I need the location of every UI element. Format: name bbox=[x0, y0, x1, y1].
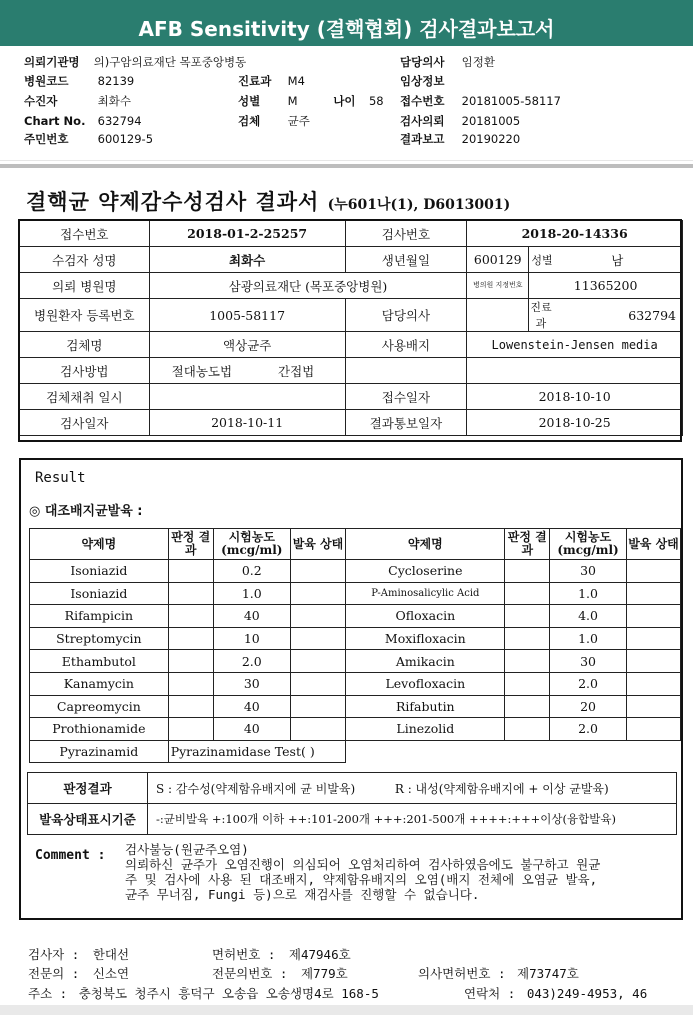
info-value bbox=[149, 358, 345, 384]
header-label: 나이 bbox=[333, 94, 356, 108]
right-growth bbox=[627, 695, 681, 718]
left-drug-name: Isoniazid bbox=[30, 560, 169, 583]
header-row bbox=[24, 113, 142, 130]
left-drug-name: Capreomycin bbox=[30, 695, 169, 718]
right-growth bbox=[627, 560, 681, 583]
growth-label: 발육상태표시기준 bbox=[28, 804, 148, 835]
address-label: 주소 : bbox=[28, 986, 68, 1001]
banner-title: AFB Sensitivity (결핵협회) 검사결과보고서 bbox=[138, 17, 555, 41]
info-value: 1005-58117 bbox=[149, 299, 345, 332]
header-row bbox=[238, 73, 305, 90]
doctor-license-label: 의사면허번호 : bbox=[418, 966, 506, 981]
right-growth bbox=[627, 650, 681, 673]
info-row bbox=[20, 358, 683, 384]
contact: 043)249-4953, 46 bbox=[526, 986, 648, 1001]
left-drug-name: Ethambutol bbox=[30, 650, 169, 673]
judge-legend bbox=[148, 773, 677, 804]
contact-label: 연락처 : bbox=[464, 986, 516, 1001]
info-label: 접수일자 bbox=[345, 384, 467, 410]
right-judge bbox=[505, 560, 550, 583]
footer-row bbox=[418, 965, 579, 983]
specialist-no: 제779호 bbox=[300, 966, 348, 981]
left-growth bbox=[290, 718, 345, 741]
tester-label: 검사자 : bbox=[28, 947, 80, 962]
header-row bbox=[400, 54, 495, 71]
info-value: 600129 bbox=[467, 247, 529, 273]
right-concentration: 1.0 bbox=[550, 582, 627, 605]
info-value: 2018-20-14336 bbox=[467, 221, 683, 247]
header-label: 의뢰기관명 bbox=[24, 55, 80, 69]
right-growth bbox=[627, 718, 681, 741]
footer-bar bbox=[0, 1005, 693, 1015]
info-label: 병의원 지정번호 bbox=[467, 273, 529, 299]
right-drug-name: P-Aminosalicylic Acid bbox=[346, 582, 505, 605]
left-judge bbox=[168, 718, 213, 741]
judge-r: R : 내성(약제함유배지에 + 이상 균발육) bbox=[394, 781, 609, 796]
header-label: Chart No. bbox=[24, 114, 86, 128]
info-label: 사용배지 bbox=[345, 332, 467, 358]
right-drug-name: Linezolid bbox=[346, 718, 505, 741]
info-value: 삼광의료재단 (목포중앙병원) bbox=[149, 273, 467, 299]
right-drug-name: Ofloxacin bbox=[346, 605, 505, 628]
info-label: 검체명 bbox=[20, 332, 150, 358]
comment-line: 주 및 검사에 사용 된 대조배지, 약제함유배지의 오염(배지 전체에 오염균 발육, bbox=[125, 872, 598, 887]
result-label: Result bbox=[35, 470, 86, 486]
report-title-text: 결핵균 약제감수성검사 결과서 bbox=[26, 189, 320, 214]
info-row bbox=[20, 221, 683, 247]
divider bbox=[0, 160, 693, 161]
right-concentration: 2.0 bbox=[550, 718, 627, 741]
address: 충청북도 청주시 흥덕구 오송읍 오송생명4로 168-5 bbox=[78, 986, 379, 1001]
right-concentration: 4.0 bbox=[550, 605, 627, 628]
left-concentration: 0.2 bbox=[213, 560, 290, 583]
left-judge bbox=[168, 672, 213, 695]
drug-row bbox=[30, 672, 681, 695]
info-value: Lowenstein-Jensen media bbox=[467, 332, 683, 358]
left-growth bbox=[290, 695, 345, 718]
info-label: 생년월일 bbox=[345, 247, 467, 273]
result-section bbox=[19, 458, 683, 920]
info-value: 최화수 bbox=[149, 247, 345, 273]
info-label: 담당의사 bbox=[345, 299, 467, 332]
drug-body bbox=[30, 560, 681, 741]
right-judge bbox=[505, 582, 550, 605]
header-row bbox=[24, 54, 246, 71]
header-value: 최화수 bbox=[97, 94, 131, 108]
footer-row bbox=[464, 985, 647, 1003]
right-judge bbox=[505, 650, 550, 673]
header-value: 균주 bbox=[287, 114, 310, 128]
pza-test: Pyrazinamidase Test( ) bbox=[168, 740, 345, 763]
drug-row bbox=[30, 627, 681, 650]
header-label: 검사의뢰 bbox=[400, 114, 445, 128]
specialist-no-label: 전문의번호 : bbox=[212, 966, 288, 981]
info-value: 액상균주 bbox=[149, 332, 345, 358]
table-empty bbox=[346, 740, 681, 763]
info-label: 수검자 성명 bbox=[20, 247, 150, 273]
divider bbox=[0, 164, 693, 168]
info-value: 2018-10-10 bbox=[467, 384, 683, 410]
right-judge bbox=[505, 672, 550, 695]
report-code: (누601나(1), D6013001) bbox=[327, 197, 511, 213]
comment-line: 검사불능(원균주오염) bbox=[125, 842, 249, 857]
method-indirect: 간접법 bbox=[278, 363, 315, 379]
header-value: 의)구암의료재단 목포중앙병동 bbox=[93, 55, 247, 69]
header-value: 82139 bbox=[97, 74, 135, 88]
left-judge bbox=[168, 560, 213, 583]
drug-row bbox=[30, 582, 681, 605]
header-label: 검체 bbox=[238, 114, 261, 128]
comment-line: 의뢰하신 균주가 오염진행이 의심되어 오염처리하여 검사하였음에도 불구하고 원균 bbox=[125, 857, 601, 872]
left-concentration: 40 bbox=[213, 718, 290, 741]
specialist: 신소연 bbox=[92, 966, 130, 981]
license-no: 제47946호 bbox=[288, 947, 351, 962]
right-drug-name: Amikacin bbox=[346, 650, 505, 673]
info-empty bbox=[345, 358, 467, 384]
patient-info-table bbox=[19, 220, 683, 436]
info-value: 남 bbox=[553, 247, 683, 273]
left-growth bbox=[290, 672, 345, 695]
left-growth bbox=[290, 560, 345, 583]
growth-row bbox=[28, 804, 677, 835]
left-concentration: 1.0 bbox=[213, 582, 290, 605]
header-row bbox=[24, 93, 131, 110]
col-growth: 발육 상태 bbox=[627, 529, 681, 560]
info-label: 성별 bbox=[529, 247, 553, 273]
header-value: 58 bbox=[368, 94, 384, 108]
header-value: 632794 bbox=[97, 114, 142, 128]
header-label: 담당의사 bbox=[400, 55, 445, 69]
info-label: 결과통보일자 bbox=[345, 410, 467, 436]
header-row bbox=[400, 113, 520, 130]
header-label: 병원코드 bbox=[24, 74, 69, 88]
judge-row bbox=[28, 773, 677, 804]
right-drug-name: Cycloserine bbox=[346, 560, 505, 583]
header-row bbox=[24, 131, 153, 148]
left-concentration: 10 bbox=[213, 627, 290, 650]
header-value: M4 bbox=[287, 74, 305, 88]
specialist-label: 전문의 : bbox=[28, 966, 80, 981]
right-judge bbox=[505, 695, 550, 718]
judgment-table bbox=[27, 772, 677, 835]
right-concentration: 30 bbox=[550, 560, 627, 583]
header-row bbox=[238, 113, 310, 130]
right-concentration: 2.0 bbox=[550, 672, 627, 695]
drug-header-row bbox=[30, 529, 681, 560]
header-label: 접수번호 bbox=[400, 94, 445, 108]
footer-row bbox=[28, 965, 129, 983]
method-absolute: 절대농도법 bbox=[171, 363, 233, 379]
col-judge: 판정 결과 bbox=[505, 529, 550, 560]
right-growth bbox=[627, 672, 681, 695]
right-drug-name: Moxifloxacin bbox=[346, 627, 505, 650]
header-row bbox=[400, 131, 520, 148]
left-growth bbox=[290, 582, 345, 605]
left-drug-name: Streptomycin bbox=[30, 627, 169, 650]
header-value: 600129-5 bbox=[97, 132, 154, 146]
judge-label: 판정결과 bbox=[28, 773, 148, 804]
left-concentration: 2.0 bbox=[213, 650, 290, 673]
info-label: 검사일자 bbox=[20, 410, 150, 436]
left-growth bbox=[290, 605, 345, 628]
left-judge bbox=[168, 605, 213, 628]
footer-row bbox=[28, 946, 129, 964]
right-growth bbox=[627, 605, 681, 628]
info-label: 의뢰 병원명 bbox=[20, 273, 150, 299]
col-conc: 시험농도 (mcg/ml) bbox=[550, 529, 627, 560]
header-row bbox=[24, 73, 134, 90]
header-value: 20190220 bbox=[461, 132, 521, 146]
left-drug-name: Rifampicin bbox=[30, 605, 169, 628]
header-row bbox=[400, 93, 561, 110]
footer-row bbox=[212, 965, 348, 983]
info-value: 11365200 bbox=[529, 273, 683, 299]
col-conc: 시험농도 (mcg/ml) bbox=[213, 529, 290, 560]
drug-row bbox=[30, 605, 681, 628]
pza-name: Pyrazinamid bbox=[30, 740, 169, 763]
right-concentration: 1.0 bbox=[550, 627, 627, 650]
info-label: 진료과 bbox=[529, 299, 553, 332]
left-judge bbox=[168, 627, 213, 650]
right-growth bbox=[627, 582, 681, 605]
right-judge bbox=[505, 627, 550, 650]
col-drug: 약제명 bbox=[346, 529, 505, 560]
left-judge bbox=[168, 650, 213, 673]
report-banner bbox=[0, 0, 693, 46]
left-growth bbox=[290, 650, 345, 673]
info-empty bbox=[467, 358, 683, 384]
info-row bbox=[20, 273, 683, 299]
header-label: 성별 bbox=[238, 94, 261, 108]
info-label: 검사번호 bbox=[345, 221, 467, 247]
left-judge bbox=[168, 582, 213, 605]
left-concentration: 40 bbox=[213, 695, 290, 718]
header-label: 수진자 bbox=[24, 94, 58, 108]
tester: 한대선 bbox=[92, 947, 130, 962]
doctor-license: 제73747호 bbox=[517, 966, 579, 981]
header-label: 주민번호 bbox=[24, 132, 69, 146]
header-value: 임정환 bbox=[461, 55, 495, 69]
info-value bbox=[467, 299, 529, 332]
comment-label: Comment : bbox=[35, 848, 106, 863]
header-label: 진료과 bbox=[238, 74, 272, 88]
header-row bbox=[238, 93, 384, 110]
left-growth bbox=[290, 627, 345, 650]
right-drug-name: Rifabutin bbox=[346, 695, 505, 718]
left-drug-name: Isoniazid bbox=[30, 582, 169, 605]
col-drug: 약제명 bbox=[30, 529, 169, 560]
right-concentration: 20 bbox=[550, 695, 627, 718]
right-growth bbox=[627, 627, 681, 650]
left-drug-name: Prothionamide bbox=[30, 718, 169, 741]
info-row bbox=[20, 299, 683, 332]
header-row bbox=[400, 73, 462, 90]
header-value: M bbox=[287, 94, 298, 108]
info-row bbox=[20, 384, 683, 410]
right-drug-name: Levofloxacin bbox=[346, 672, 505, 695]
drug-row bbox=[30, 718, 681, 741]
comment-line: 균주 무너짐, Fungi 등)으로 재검사를 진행할 수 없습니다. bbox=[125, 887, 480, 902]
right-judge bbox=[505, 718, 550, 741]
header-label: 결과보고 bbox=[400, 132, 445, 146]
comment-text bbox=[125, 842, 673, 902]
info-row bbox=[20, 410, 683, 436]
drug-row bbox=[30, 560, 681, 583]
left-concentration: 40 bbox=[213, 605, 290, 628]
info-value: 2018-10-11 bbox=[149, 410, 345, 436]
info-value bbox=[149, 384, 345, 410]
license-label: 면허번호 : bbox=[212, 947, 276, 962]
growth-legend: -:균비발육 +:100개 이하 ++:101-200개 +++:201-500개 ++++:+++이상(융합발육) bbox=[148, 804, 677, 835]
info-row bbox=[20, 332, 683, 358]
col-growth: 발육 상태 bbox=[290, 529, 345, 560]
drug-table bbox=[29, 528, 681, 763]
header-value: 20181005-58117 bbox=[461, 94, 561, 108]
left-judge bbox=[168, 695, 213, 718]
info-value: 632794 bbox=[553, 299, 683, 332]
info-row bbox=[20, 247, 683, 273]
left-drug-name: Kanamycin bbox=[30, 672, 169, 695]
drug-row bbox=[30, 650, 681, 673]
right-concentration: 30 bbox=[550, 650, 627, 673]
right-judge bbox=[505, 605, 550, 628]
header-value: 20181005 bbox=[461, 114, 521, 128]
control-medium-label: ◎ 대조배지균발육 : bbox=[29, 504, 143, 519]
footer-row bbox=[28, 985, 379, 1003]
info-value: 2018-01-2-25257 bbox=[149, 221, 345, 247]
col-judge: 판정 결과 bbox=[168, 529, 213, 560]
info-label: 병원환자 등록번호 bbox=[20, 299, 150, 332]
pza-row bbox=[30, 740, 681, 763]
request-header bbox=[0, 46, 693, 164]
info-label: 검체채취 일시 bbox=[20, 384, 150, 410]
info-label: 검사방법 bbox=[20, 358, 150, 384]
report-title bbox=[26, 186, 510, 216]
info-label: 접수번호 bbox=[20, 221, 150, 247]
judge-s: S : 감수성(약제함유배지에 균 비발육) bbox=[156, 781, 356, 796]
info-value: 2018-10-25 bbox=[467, 410, 683, 436]
footer-row bbox=[212, 946, 351, 964]
drug-row bbox=[30, 695, 681, 718]
header-label: 임상정보 bbox=[400, 74, 445, 88]
left-concentration: 30 bbox=[213, 672, 290, 695]
